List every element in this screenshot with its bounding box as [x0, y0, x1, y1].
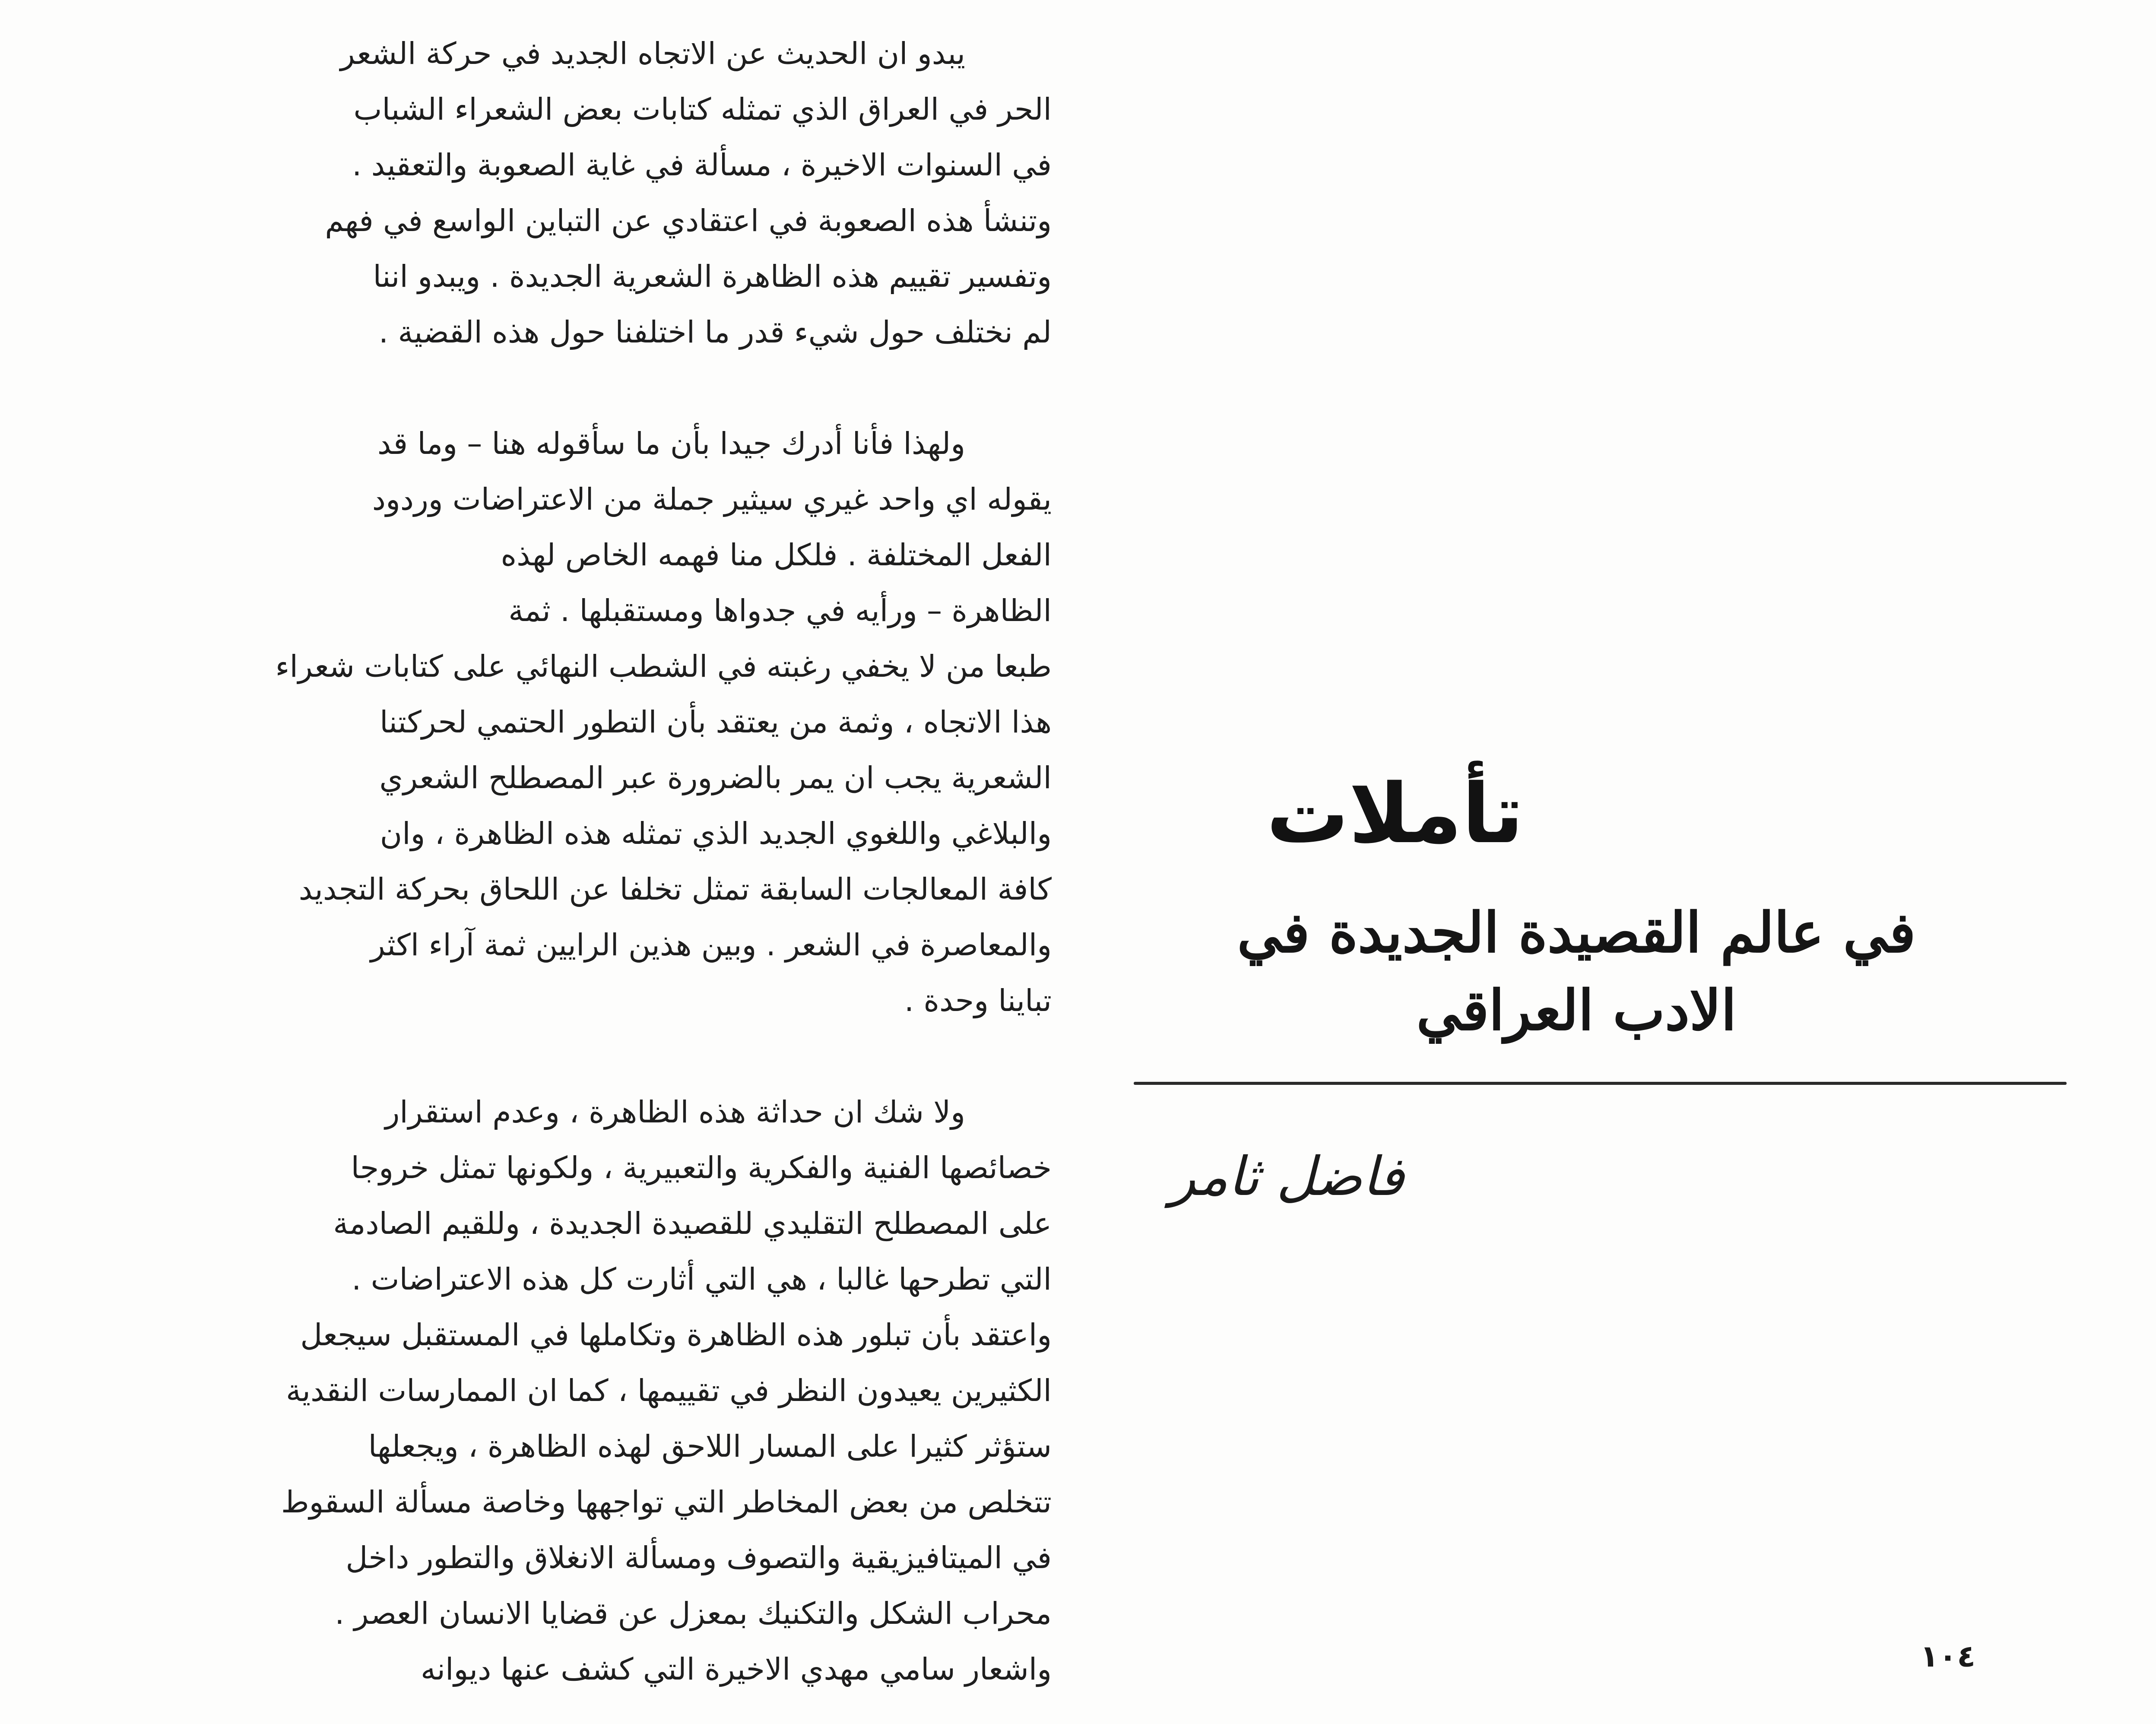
text-line: والمعاصرة في الشعر . وبين هذين الرايين ثمة آراء اكثر: [370, 927, 1052, 963]
paragraph-2: [101, 416, 1052, 1029]
text-line: طبعا من لا يخفي رغبته في الشطب النهائي على كتابات شعراء: [275, 649, 1052, 684]
text-line: يبدو ان الحديث عن الاتجاه الجديد في حركة الشعر: [340, 36, 965, 71]
author-signature: فاضل ثامر: [1170, 1146, 1405, 1208]
text-line: على المصطلح التقليدي للقصيدة الجديدة ، وللقيم الصادمة: [333, 1206, 1052, 1241]
text-line: يقوله اي واحد غيري سيثير جملة من الاعتراضات وردود: [372, 482, 1052, 517]
text-line: ستؤثر كثيرا على المسار اللاحق لهذه الظاهرة ، ويجعلها: [368, 1429, 1052, 1464]
paragraph-1: [101, 26, 1052, 360]
text-line: ولا شك ان حداثة هذه الظاهرة ، وعدم استقرار: [385, 1094, 965, 1130]
text-line: ولهذا فأنا أدرك جيدا بأن ما سأقوله هنا – وما قد: [377, 426, 965, 461]
text-line: تباينا وحدة .: [904, 983, 1052, 1018]
text-line: الكثيرين يعيدون النظر في تقييمها ، كما ان الممارسات النقدية: [286, 1373, 1052, 1408]
text-line: محراب الشكل والتكنيك بمعزل عن قضايا الانسان العصر .: [335, 1596, 1052, 1631]
text-line: واعتقد بأن تبلور هذه الظاهرة وتكاملها في المستقبل سيجعل: [300, 1317, 1052, 1353]
page-number: ١٠٤: [1920, 1638, 1976, 1674]
text-line: الفعل المختلفة . فلكل منا فهمه الخاص لهذه: [501, 537, 1052, 573]
text-line: لم نختلف حول شيء قدر ما اختلفنا حول هذه القضية .: [378, 314, 1052, 350]
text-line: واشعار سامي مهدي الاخيرة التي كشف عنها ديوانه: [421, 1651, 1052, 1687]
text-line: الحر في العراق الذي تمثله كتابات بعض الشعراء الشباب: [353, 92, 1052, 127]
text-line: وتفسير تقييم هذه الظاهرة الشعرية الجديدة . ويبدو اننا: [373, 259, 1052, 294]
text-line: في الميتافيزيقية والتصوف ومسألة الانغلاق والتطور داخل: [346, 1540, 1052, 1575]
text-line: هذا الاتجاه ، وثمة من يعتقد بأن التطور الحتمي لحركتنا: [379, 704, 1052, 740]
article-subtitle: في عالم القصيدة الجديدة في الادب العراقي: [1237, 900, 1916, 1043]
article-title: تأملات: [1266, 766, 1524, 862]
title-divider: [1134, 1082, 2067, 1085]
text-line: كافة المعالجات السابقة تمثل تخلفا عن اللحاق بحركة التجديد: [298, 872, 1052, 907]
paragraph-3: [101, 1084, 1052, 1697]
text-line: في السنوات الاخيرة ، مسألة في غاية الصعوبة والتعقيد .: [352, 147, 1052, 183]
article-body: [101, 26, 1052, 1697]
text-line: الظاهرة – ورأيه في جدواها ومستقبلها . ثمة: [508, 593, 1052, 628]
text-line: الشعرية يجب ان يمر بالضرورة عبر المصطلح الشعري: [379, 760, 1052, 795]
text-line: التي تطرحها غالبا ، هي التي أثارت كل هذه الاعتراضات .: [352, 1261, 1052, 1297]
text-line: وتنشأ هذه الصعوبة في اعتقادي عن التباين الواسع في فهم: [325, 203, 1052, 238]
text-line: خصائصها الفنية والفكرية والتعبيرية ، ولكونها تمثل خروجا: [351, 1150, 1052, 1185]
text-line: تتخلص من بعض المخاطر التي تواجهها وخاصة مسألة السقوط: [281, 1484, 1052, 1520]
text-line: والبلاغي واللغوي الجديد الذي تمثله هذه الظاهرة ، وان: [380, 816, 1052, 851]
